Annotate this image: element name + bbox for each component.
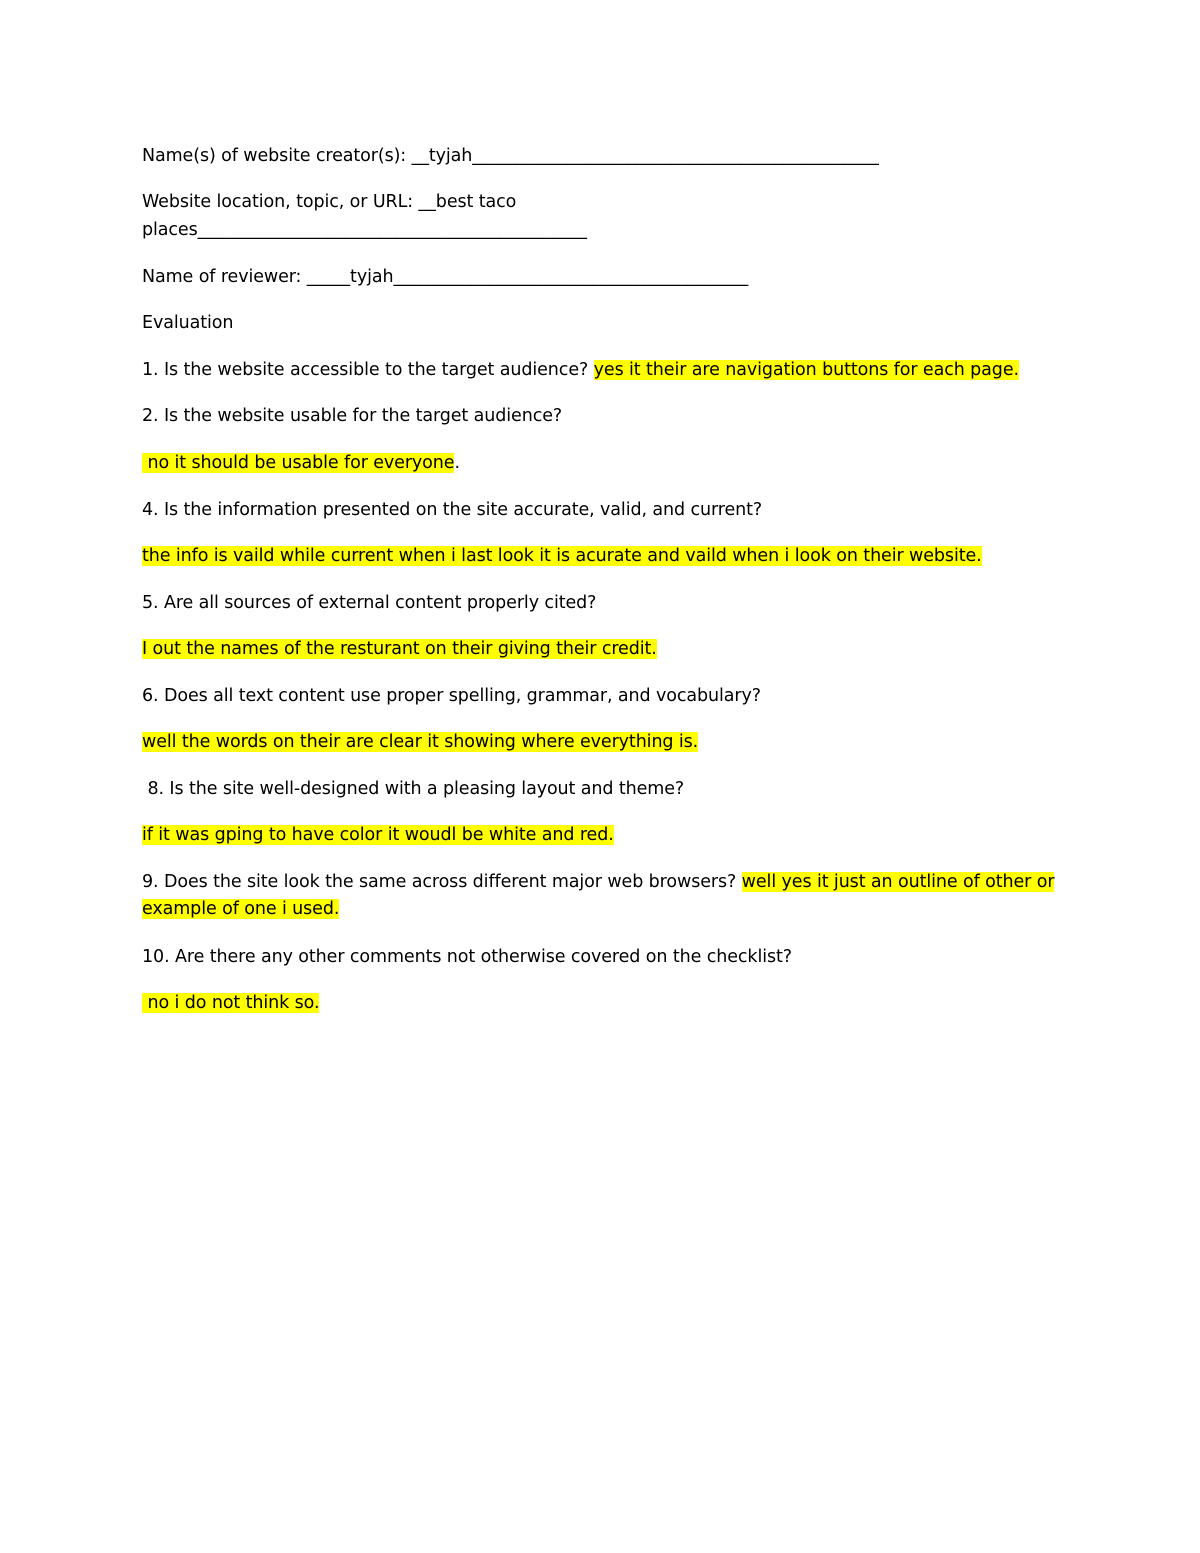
answer-6-text: well the words on their are clear it showing where everything is. <box>142 732 699 752</box>
answer-10-text: no i do not think so. <box>142 993 320 1013</box>
answer-6-row <box>142 729 698 756</box>
question-5-text: 5. Are all sources of external content properly cited? <box>142 593 597 613</box>
answer-1-text: yes it their are navigation buttons for each page. <box>593 360 1019 380</box>
answer-9-text-1: well yes it just an outline of other or <box>741 872 1055 892</box>
answer-8-text: if it was gping to have color it woudl be white and red. <box>142 825 614 845</box>
answer-5-text: I out the names of the resturant on their giving their credit. <box>142 639 657 659</box>
section-title: Evaluation <box>142 313 234 333</box>
answer-10-row <box>142 990 319 1017</box>
question-6-text: 6. Does all text content use proper spelling, grammar, and vocabulary? <box>142 686 761 706</box>
question-8-text: 8. Is the site well-designed with a pleasing layout and theme? <box>142 779 685 799</box>
answer-9-text-2: example of one i used. <box>142 899 340 919</box>
answer-2-text: no it should be usable for everyone <box>142 453 455 473</box>
answer-8-row <box>142 822 614 849</box>
answer-4-text: the info is vaild while current when i last look it is acurate and vaild when i look on their website. <box>142 546 982 566</box>
answer-9-row-2 <box>142 896 339 923</box>
question-1-text: 1. Is the website accessible to the target audience? <box>142 360 594 380</box>
question-4-text: 4. Is the information presented on the site accurate, valid, and current? <box>142 500 763 520</box>
answer-2-row <box>142 450 460 477</box>
question-2-text: 2. Is the website usable for the target audience? <box>142 406 563 426</box>
location-line-2: places_____________________________________________ <box>142 220 587 240</box>
question-1-row <box>142 357 1019 384</box>
answer-5-row <box>142 636 657 663</box>
creator-line: Name(s) of website creator(s): __tyjah_______________________________________________ <box>142 146 879 166</box>
question-9-row <box>142 869 1054 896</box>
location-line-1: Website location, topic, or URL: __best taco <box>142 192 517 212</box>
answer-2-tail: . <box>454 453 460 473</box>
question-10-text: 10. Are there any other comments not otherwise covered on the checklist? <box>142 947 792 967</box>
reviewer-line: Name of reviewer: _____tyjah_________________________________________ <box>142 267 749 287</box>
answer-4-row <box>142 543 982 570</box>
question-9-text: 9. Does the site look the same across different major web browsers? <box>142 872 742 892</box>
